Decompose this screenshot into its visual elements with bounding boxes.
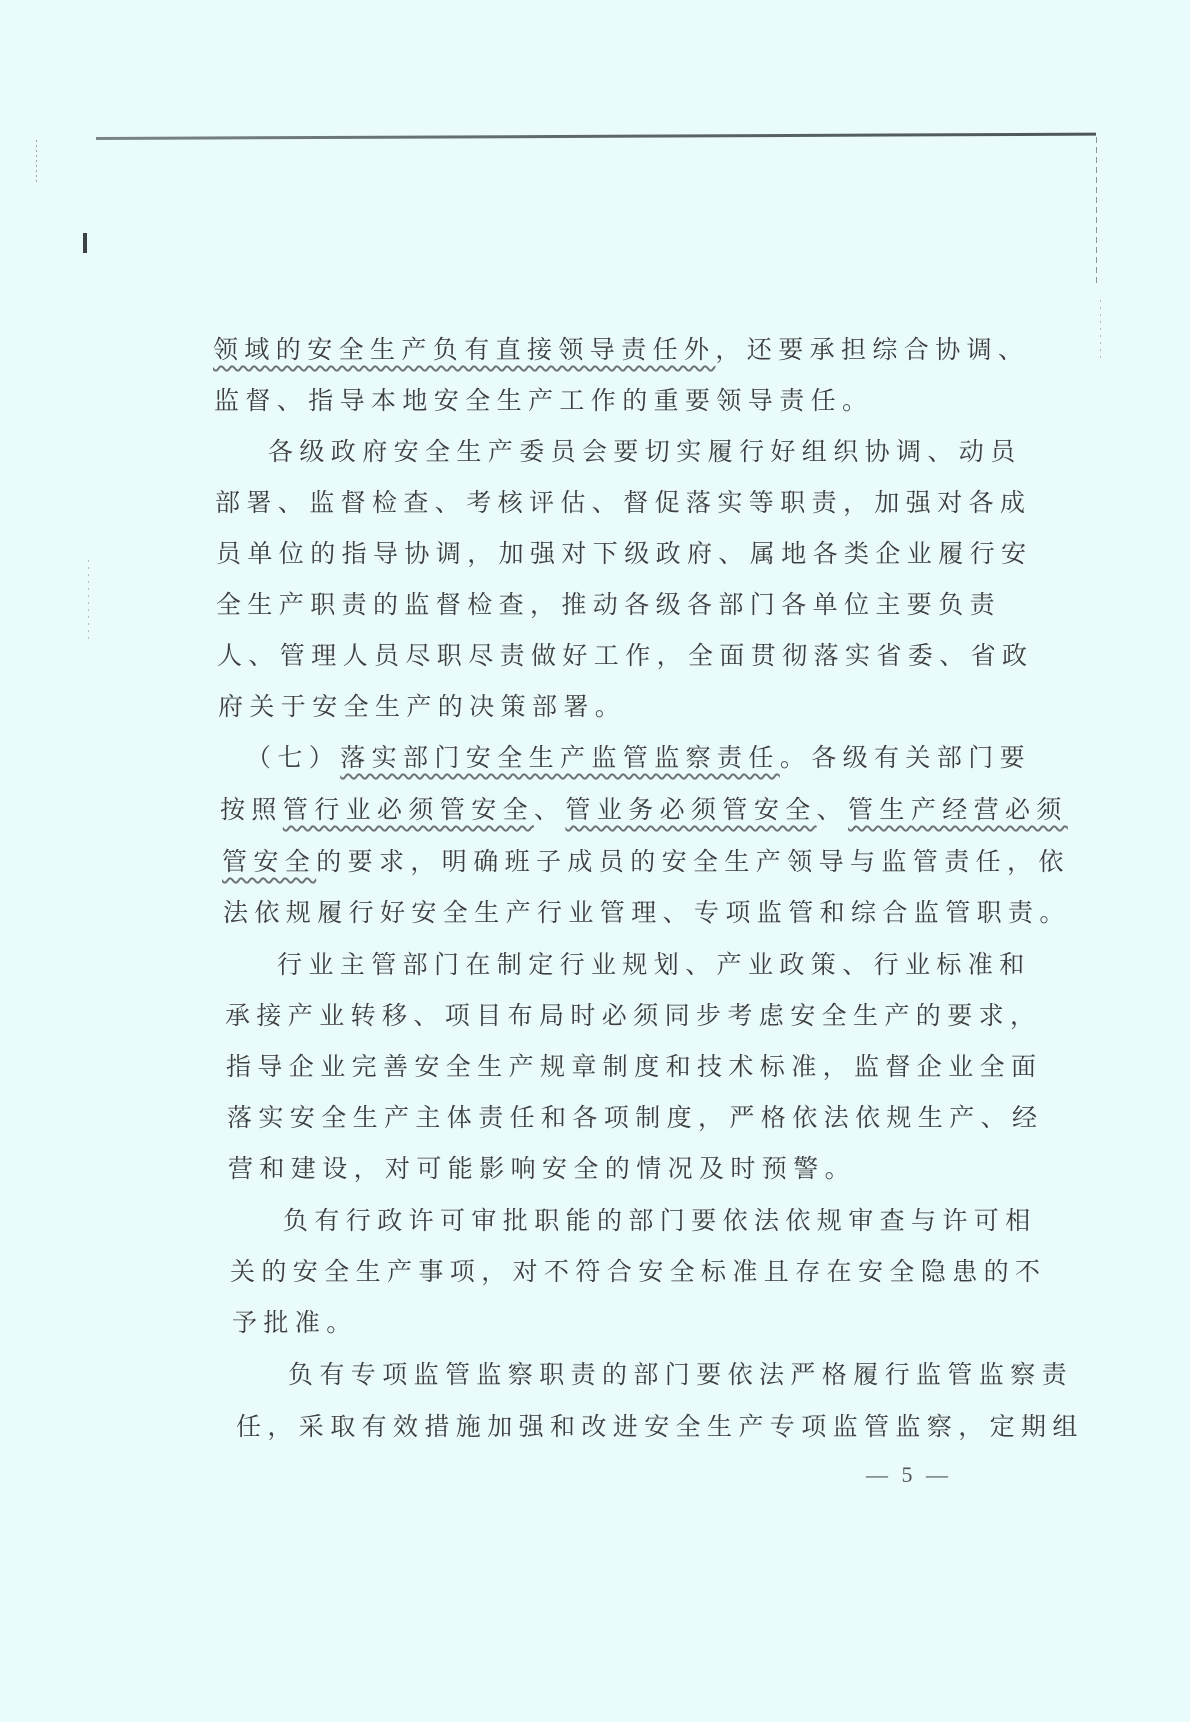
scan-artifact — [1100, 300, 1101, 360]
text-line: 人、管理人员尽职尽责做好工作，全面贯彻落实省委、省政 — [217, 641, 1034, 670]
text-line: 员单位的指导协调，加强对下级政府、属地各类企业履行安 — [216, 539, 1033, 568]
text-line: 部署、监督检查、考核评估、督促落实等职责，加强对各成 — [215, 488, 1032, 517]
page-number: — 5 — — [866, 1462, 952, 1487]
paragraph-start-line: 行业主管部门在制定行业规划、产业政策、行业标准和 — [277, 950, 1031, 979]
text-line: 监督、指导本地安全生产工作的重要领导责任。 — [214, 386, 874, 415]
text-line: 指导企业完善安全生产规章制度和技术标准，监督企业全面 — [226, 1052, 1043, 1081]
text-line: 按照管行业必须管安全、管业务必须管安全、管生产经营必须 — [220, 795, 1068, 824]
paragraph-start-line: 各级政府安全生产委员会要切实履行好组织协调、动员 — [268, 437, 1022, 466]
section-heading-line: （七）落实部门安全生产监管监察责任。各级有关部门要 — [246, 743, 1032, 772]
underlined-phrase: 管业务必须管安全 — [565, 795, 817, 824]
binding-mark — [83, 233, 87, 253]
scan-artifact — [36, 140, 37, 185]
section-heading: 落实部门安全生产监管监察责任 — [340, 743, 780, 772]
text-line: 府关于安全生产的决策部署。 — [218, 692, 627, 721]
paragraph-start-line: 负有行政许可审批职能的部门要依法依规审查与许可相 — [283, 1206, 1037, 1235]
text-line: 予批准。 — [232, 1308, 358, 1337]
text-line: 承接产业转移、项目布局时必须同步考虑安全生产的要求， — [225, 1001, 1042, 1030]
right-border-rule — [1096, 137, 1097, 287]
section-number: （七） — [246, 743, 341, 772]
paragraph-start-line: 负有专项监管监察职责的部门要依法严格履行监管监察责 — [288, 1360, 1074, 1389]
header-rule — [96, 133, 1096, 140]
underlined-phrase: 管行业必须管安全 — [282, 795, 535, 824]
text-line: 法依规履行好安全生产行业管理、专项监管和综合监管职责。 — [223, 898, 1071, 927]
text-line: 管安全的要求，明确班子成员的安全生产领导与监管责任，依 — [222, 847, 1070, 876]
text-line: 领域的安全生产负有直接领导责任外，还要承担综合协调、 — [213, 335, 1030, 364]
text-line: 营和建设，对可能影响安全的情况及时预警。 — [228, 1154, 857, 1183]
underlined-phrase: 管生产经营必须 — [848, 795, 1068, 824]
text-line: 任，采取有效措施加强和改进安全生产专项监管监察，定期组 — [236, 1412, 1084, 1441]
text-line: 全生产职责的监督检查，推动各级各部门各单位主要负责 — [216, 590, 1002, 619]
underlined-phrase: 管安全 — [222, 847, 317, 876]
text-line: 落实安全生产主体责任和各项制度，严格依法依规生产、经 — [227, 1103, 1044, 1132]
scan-artifact — [88, 560, 89, 640]
text-line: 关的安全生产事项，对不符合安全标准且存在安全隐患的不 — [230, 1257, 1047, 1286]
underlined-phrase: 领域的安全生产负有直接领导责任外 — [213, 335, 716, 364]
